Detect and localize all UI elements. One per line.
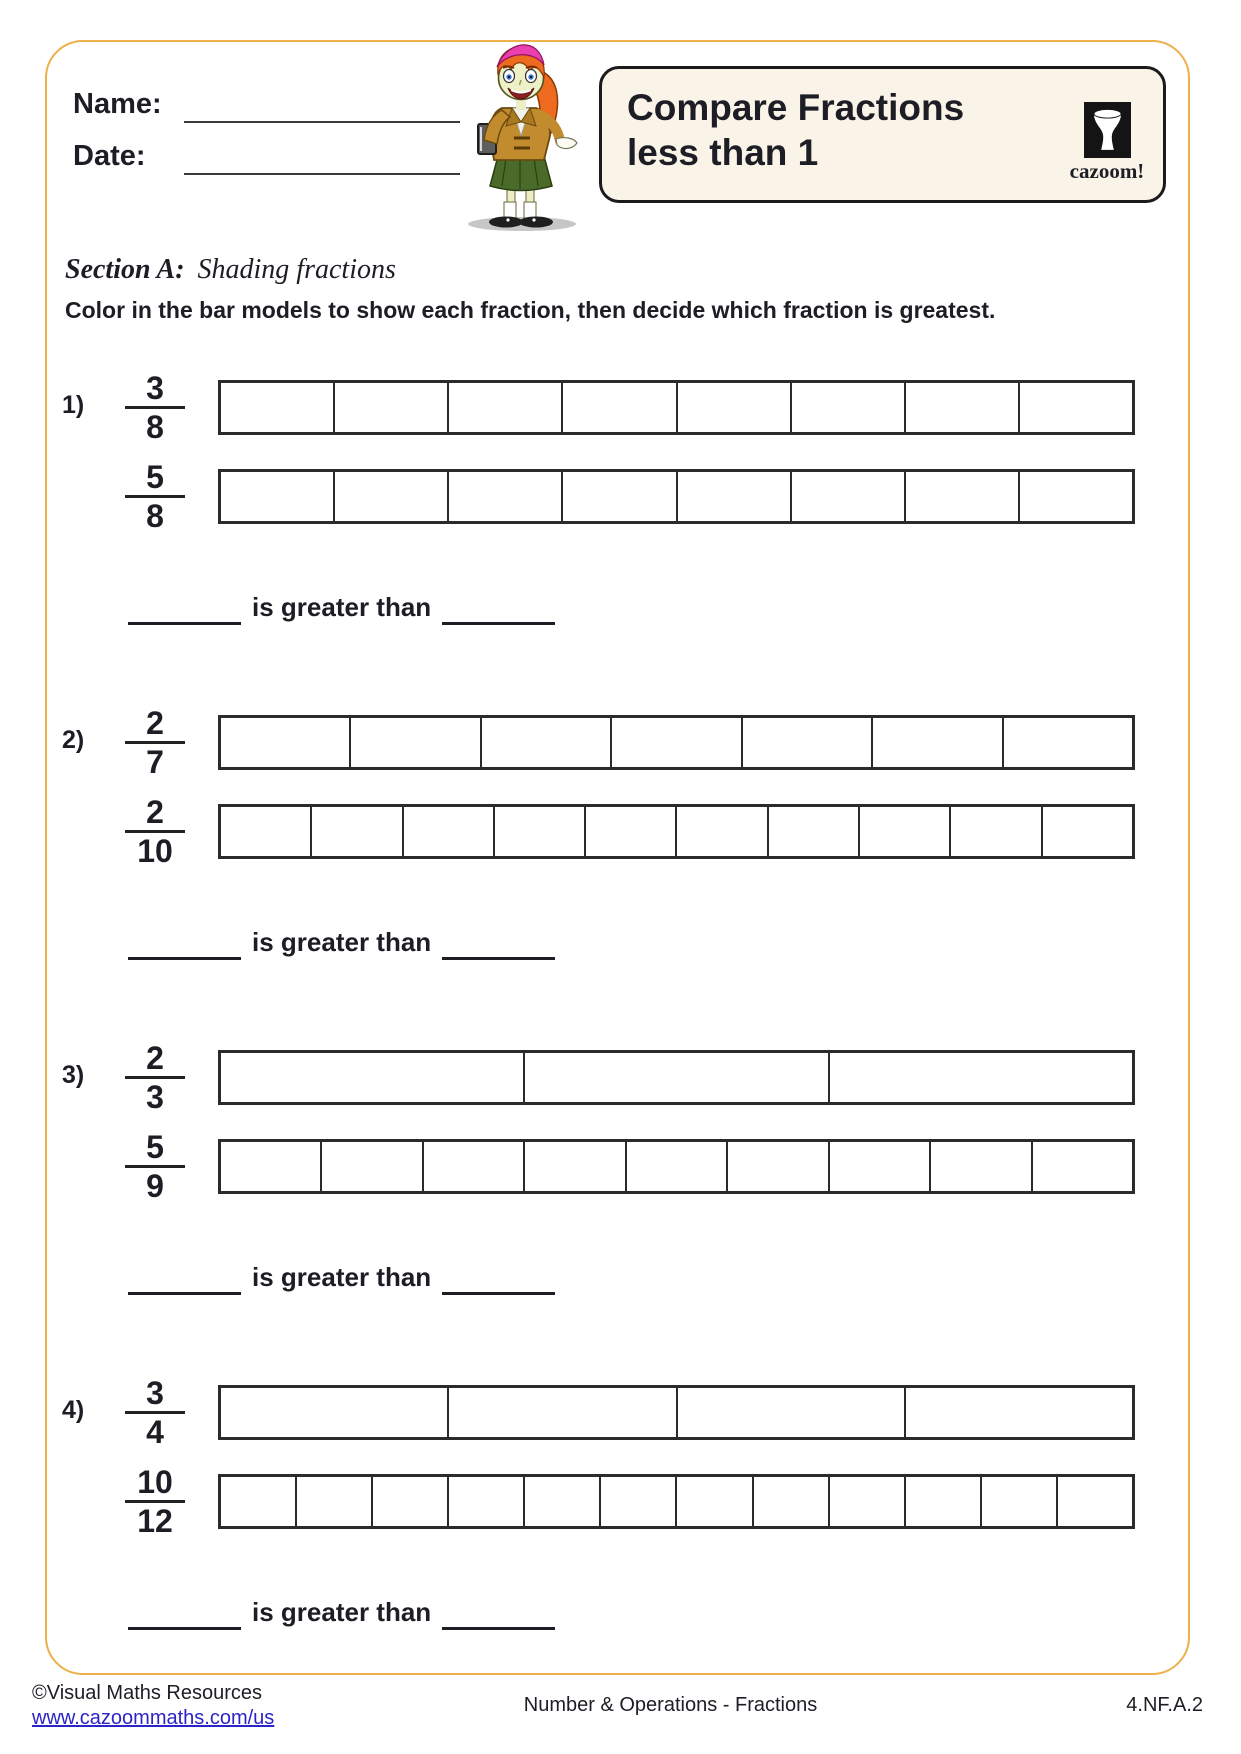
bar-cell[interactable] bbox=[1018, 383, 1132, 432]
footer-category: Number & Operations - Fractions bbox=[523, 1694, 818, 1716]
bar-cell[interactable] bbox=[422, 1142, 523, 1191]
bar-cell[interactable] bbox=[349, 718, 479, 767]
bar-cell[interactable] bbox=[676, 1388, 904, 1437]
fraction-label bbox=[103, 460, 207, 533]
fraction-denominator: 9 bbox=[146, 1168, 164, 1204]
bar-cell[interactable] bbox=[371, 1477, 447, 1526]
bar-cell[interactable] bbox=[402, 807, 493, 856]
bar-cell[interactable] bbox=[675, 1477, 751, 1526]
bar-cell[interactable] bbox=[980, 1477, 1056, 1526]
bar-cell[interactable] bbox=[1018, 472, 1132, 521]
problem-number: 4) bbox=[62, 1396, 85, 1424]
fraction-bar bbox=[218, 715, 1135, 770]
fraction-numerator: 3 bbox=[125, 1376, 185, 1414]
answer-blank[interactable] bbox=[128, 586, 241, 625]
comparison-row bbox=[128, 1256, 555, 1295]
bar-cell[interactable] bbox=[221, 383, 333, 432]
bar-cell[interactable] bbox=[904, 472, 1018, 521]
bar-cell[interactable] bbox=[904, 1388, 1132, 1437]
bar-cell[interactable] bbox=[523, 1142, 624, 1191]
bar-cell[interactable] bbox=[447, 383, 561, 432]
bar-cell[interactable] bbox=[828, 1142, 929, 1191]
bar-cell[interactable] bbox=[221, 1142, 320, 1191]
answer-blank[interactable] bbox=[128, 921, 241, 960]
bar-cell[interactable] bbox=[726, 1142, 827, 1191]
bar-cell[interactable] bbox=[599, 1477, 675, 1526]
problem-number: 3) bbox=[62, 1061, 85, 1089]
bar-cell[interactable] bbox=[752, 1477, 828, 1526]
bar-cell[interactable] bbox=[676, 383, 790, 432]
bar-cell[interactable] bbox=[221, 472, 333, 521]
bar-cell[interactable] bbox=[828, 1053, 1132, 1102]
date-label: Date: bbox=[73, 140, 146, 172]
fraction-bar bbox=[218, 469, 1135, 524]
bar-cell[interactable] bbox=[741, 718, 871, 767]
problem-number: 2) bbox=[62, 726, 85, 754]
comparison-text: is greater than bbox=[252, 1597, 432, 1627]
section-subtitle: Shading fractions bbox=[197, 254, 396, 285]
bar-cell[interactable] bbox=[561, 383, 675, 432]
footer-copyright: ©Visual Maths Resources bbox=[32, 1682, 263, 1704]
fraction-numerator: 2 bbox=[125, 1041, 185, 1079]
footer-website-link[interactable]: www.cazoommaths.com/us bbox=[32, 1707, 275, 1729]
bar-cell[interactable] bbox=[1002, 718, 1132, 767]
fraction-denominator: 7 bbox=[146, 744, 164, 780]
bar-cell[interactable] bbox=[790, 383, 904, 432]
fraction-numerator: 2 bbox=[125, 795, 185, 833]
fraction-bar bbox=[218, 1050, 1135, 1105]
bar-cell[interactable] bbox=[523, 1477, 599, 1526]
fraction-numerator: 2 bbox=[125, 706, 185, 744]
bar-cell[interactable] bbox=[320, 1142, 421, 1191]
bar-cell[interactable] bbox=[310, 807, 401, 856]
bar-cell[interactable] bbox=[447, 1477, 523, 1526]
fraction-bar bbox=[218, 804, 1135, 859]
title-line-1: Compare Fractions bbox=[627, 87, 965, 128]
footer-standard-code: 4.NF.A.2 bbox=[1126, 1694, 1203, 1716]
fraction-numerator: 5 bbox=[125, 460, 185, 498]
bar-cell[interactable] bbox=[767, 807, 858, 856]
bar-cell[interactable] bbox=[949, 807, 1040, 856]
bar-cell[interactable] bbox=[625, 1142, 726, 1191]
bar-cell[interactable] bbox=[480, 718, 610, 767]
comparison-text: is greater than bbox=[252, 927, 432, 957]
instruction-text: Color in the bar models to show each fraction, then decide which fraction is greatest. bbox=[65, 297, 996, 323]
bar-cell[interactable] bbox=[828, 1477, 904, 1526]
bar-cell[interactable] bbox=[447, 1388, 675, 1437]
fraction-denominator: 8 bbox=[146, 498, 164, 534]
fraction-denominator: 3 bbox=[146, 1079, 164, 1115]
bar-cell[interactable] bbox=[871, 718, 1001, 767]
answer-blank[interactable] bbox=[128, 1256, 241, 1295]
fraction-denominator: 8 bbox=[146, 409, 164, 445]
section-label: Section A: bbox=[65, 254, 185, 285]
bar-cell[interactable] bbox=[221, 1477, 295, 1526]
bar-cell[interactable] bbox=[790, 472, 904, 521]
fraction-label bbox=[103, 1130, 207, 1203]
bar-cell[interactable] bbox=[221, 1053, 523, 1102]
fraction-bar bbox=[218, 1474, 1135, 1529]
bar-cell[interactable] bbox=[904, 383, 1018, 432]
fraction-label bbox=[103, 706, 207, 779]
answer-blank[interactable] bbox=[442, 586, 555, 625]
fraction-numerator: 5 bbox=[125, 1130, 185, 1168]
bar-cell[interactable] bbox=[1056, 1477, 1132, 1526]
comparison-row bbox=[128, 921, 555, 960]
bar-cell[interactable] bbox=[561, 472, 675, 521]
name-label: Name: bbox=[73, 88, 162, 120]
answer-blank[interactable] bbox=[442, 1591, 555, 1630]
fraction-bar bbox=[218, 1385, 1135, 1440]
bar-cell[interactable] bbox=[858, 807, 949, 856]
comparison-row bbox=[128, 586, 555, 625]
bar-cell[interactable] bbox=[221, 1388, 447, 1437]
bar-cell[interactable] bbox=[493, 807, 584, 856]
bar-cell[interactable] bbox=[584, 807, 675, 856]
bar-cell[interactable] bbox=[676, 472, 790, 521]
comparison-text: is greater than bbox=[252, 1262, 432, 1292]
fraction-numerator: 10 bbox=[125, 1465, 185, 1503]
fraction-bar bbox=[218, 380, 1135, 435]
fraction-label bbox=[103, 1465, 207, 1538]
bar-cell[interactable] bbox=[1031, 1142, 1132, 1191]
fraction-bar bbox=[218, 1139, 1135, 1194]
fraction-label bbox=[103, 1376, 207, 1449]
bar-cell[interactable] bbox=[295, 1477, 371, 1526]
comparison-row bbox=[128, 1591, 555, 1630]
fraction-denominator: 12 bbox=[137, 1503, 173, 1539]
fraction-denominator: 4 bbox=[146, 1414, 164, 1450]
bar-cell[interactable] bbox=[333, 472, 447, 521]
logo-text: cazoom! bbox=[1069, 159, 1145, 183]
bar-cell[interactable] bbox=[929, 1142, 1030, 1191]
fraction-label bbox=[103, 371, 207, 444]
answer-blank[interactable] bbox=[442, 921, 555, 960]
comparison-text: is greater than bbox=[252, 592, 432, 622]
bar-cell[interactable] bbox=[1041, 807, 1132, 856]
bar-cell[interactable] bbox=[904, 1477, 980, 1526]
bar-cell[interactable] bbox=[221, 718, 349, 767]
title-line-2: less than 1 bbox=[627, 132, 819, 173]
answer-blank[interactable] bbox=[442, 1256, 555, 1295]
bar-cell[interactable] bbox=[610, 718, 740, 767]
fraction-denominator: 10 bbox=[137, 833, 173, 869]
bar-cell[interactable] bbox=[675, 807, 766, 856]
bar-cell[interactable] bbox=[447, 472, 561, 521]
fraction-label bbox=[103, 1041, 207, 1114]
problem-number: 1) bbox=[62, 391, 85, 419]
fraction-numerator: 3 bbox=[125, 371, 185, 409]
answer-blank[interactable] bbox=[128, 1591, 241, 1630]
bar-cell[interactable] bbox=[333, 383, 447, 432]
fraction-label bbox=[103, 795, 207, 868]
bar-cell[interactable] bbox=[523, 1053, 827, 1102]
bar-cell[interactable] bbox=[221, 807, 310, 856]
